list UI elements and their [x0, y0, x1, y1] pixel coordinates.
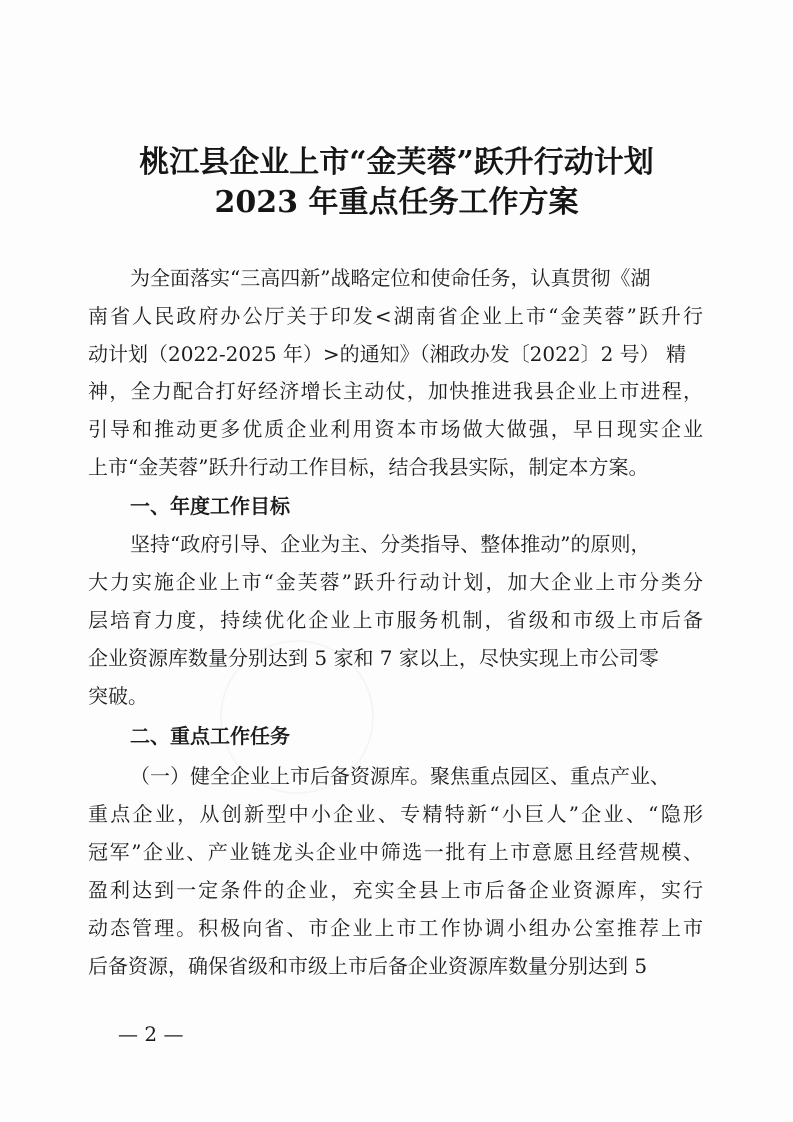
body-line: 坚持“政府引导、企业为主、分类指导、整体推动”的原则， [130, 532, 651, 556]
section-heading-key-tasks: 二、重点工作任务 [130, 724, 290, 748]
body-line: 冠军”企业、产业链龙头企业中筛选一批有上市意愿且经营规模、 [88, 840, 703, 864]
document-title-line-1: 桃江县企业上市“金芙蓉”跃升行动计划 [139, 145, 654, 180]
body-line: 企业资源库数量分别达到 5 家和 7 家以上，尽快实现上市公司零 [88, 646, 659, 670]
body-line: 重点企业，从创新型中小企业、专精特新“小巨人”企业、“隐形 [88, 802, 703, 826]
section-heading-annual-goals: 一、年度工作目标 [130, 494, 290, 518]
document-title-line-2: 2023 年重点任务工作方案 [214, 185, 579, 220]
body-line: 南省人民政府办公厅关于印发<湖南省企业上市“金芙蓉”跃升行 [88, 304, 703, 328]
page-number: — 2 — [118, 1022, 184, 1046]
body-line: 动计划（2022-2025 年）>的通知》（湘政办发〔2022〕2 号） 精 [88, 342, 687, 366]
body-line: 盈利达到一定条件的企业，充实全县上市后备企业资源库，实行 [88, 878, 703, 902]
body-line: 突破。 [88, 684, 148, 708]
body-line: 引导和推动更多优质企业利用资本市场做大做强，早日现实企业 [88, 417, 703, 441]
body-line: 上市“金芙蓉”跃升行动工作目标，结合我县实际，制定本方案。 [88, 455, 649, 479]
body-line: 后备资源，确保省级和市级上市后备企业资源库数量分别达到 5 [88, 954, 648, 978]
body-line: 为全面落实“三高四新”战略定位和使命任务，认真贯彻《湖 [130, 266, 651, 290]
body-line: 神，全力配合打好经济增长主动仗，加快推进我县企业上市进程， [88, 379, 703, 403]
body-line: 动态管理。积极向省、市企业上市工作协调小组办公室推荐上市 [88, 916, 703, 940]
body-line: 大力实施企业上市“金芙蓉”跃升行动计划，加大企业上市分类分 [88, 570, 703, 594]
body-line: 层培育力度，持续优化企业上市服务机制，省级和市级上市后备 [88, 608, 703, 632]
body-line: （一）健全企业上市后备资源库。聚焦重点园区、重点产业、 [130, 764, 670, 788]
